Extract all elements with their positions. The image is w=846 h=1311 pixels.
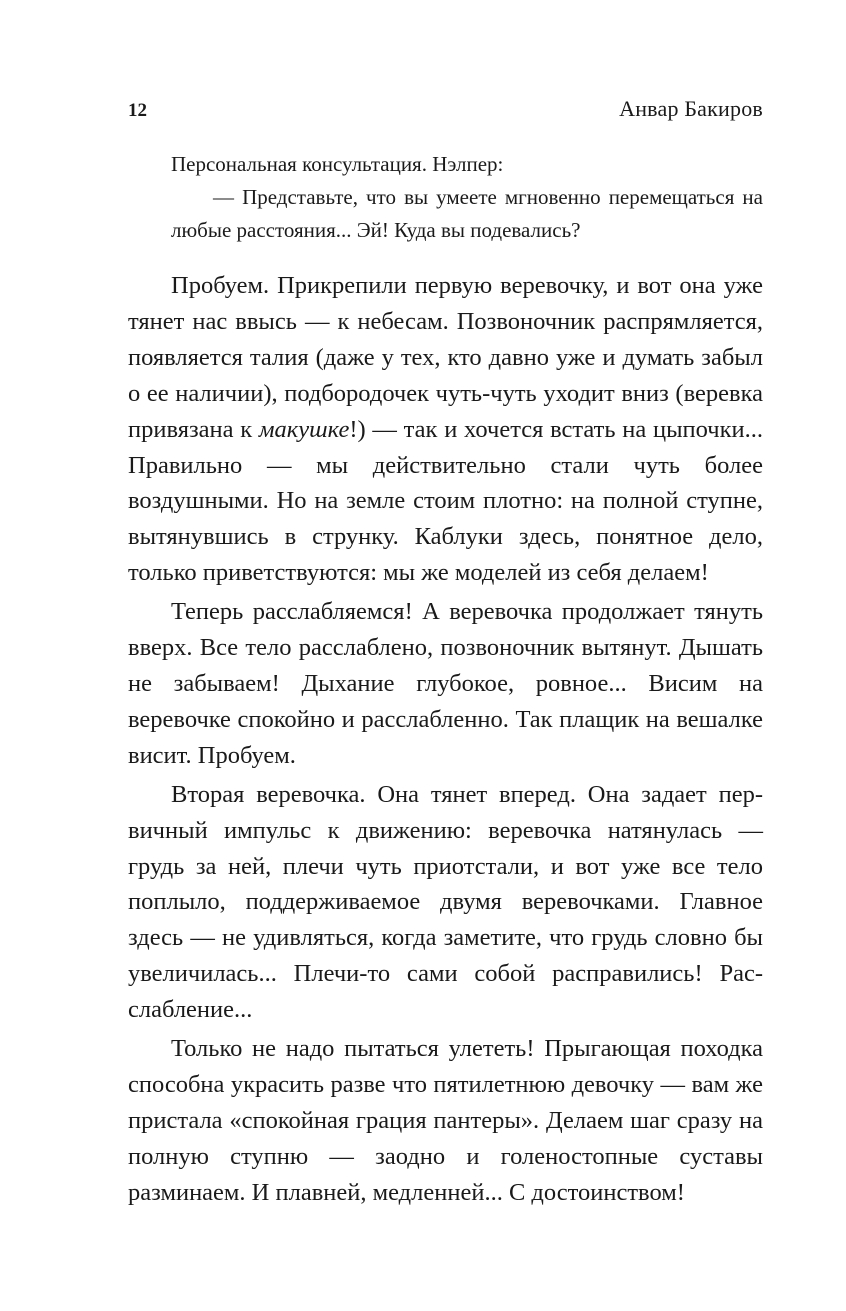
page-number: 12 (128, 100, 147, 121)
paragraph-1-part-a: Пробуем. Прикрепили первую веревочку, и вот она уже тянет нас ввысь — к небесам. Позвоночник распрямляется, появляется талия (даже у тех, кто давно уже и думать забыл о ее наличии), подбородочек чуть-чуть уходит вниз (веревка привязана к (128, 272, 763, 443)
epigraph-line-2: — Представьте, что вы умеете мгновенно перемещаться на любые расстояния... Эй! Куда вы подевались? (171, 185, 763, 242)
paragraph-2: Теперь расслабляемся! А веревочка продолжает тянуть вверх. Все тело расслаблено, позвоночник вытянут. Дышать не забываем! Дыхание глубокое, ровное... Висим на веревочке спокойно и расслабленно. Так плащик на вешалке висит. Пробуем. (128, 598, 763, 769)
running-head-author: Анвар Бакиров (619, 96, 763, 121)
epigraph-line-1: Персональная консультация. Нэлпер: (171, 152, 504, 176)
paragraph-4: Только не надо пытаться улететь! Прыгающая походка способна украсить разве что пятилетнюю девочку — вам же пристала «спокойная грация пантеры». Делаем шаг сразу на полную ступню — заодно и голеностопные суставы разминаем. И плавней, медленней... С достоинством! (128, 1035, 763, 1206)
page-header (128, 96, 763, 122)
paragraph-1-part-b: !) — так и хочется встать на цыпочки... Правильно — мы действительно стали чуть более воздушными. Но на земле стоим плотно: на полной ступне, вытянувшись в струнку. Каблуки здесь, понятное дело, только приветствуются: мы же моделей из себя делаем! (128, 415, 763, 587)
paragraph-3: Вторая веревочка. Она тянет вперед. Она задает первичный импульс к движению: веревочка натянулась — грудь за ней, плечи чуть приотстали, и вот уже все тело поплыло, поддерживаемое двумя веревочками. Главное здесь — не удивляться, когда заметите, что грудь словно бы увеличилась... Плечи-то сами собой расправились! Расслабление... (128, 780, 763, 1024)
paragraph-1 (128, 268, 763, 591)
epigraph (171, 148, 763, 247)
paragraph-1-emphasis: макушке (258, 415, 350, 443)
body-text (128, 268, 763, 1214)
